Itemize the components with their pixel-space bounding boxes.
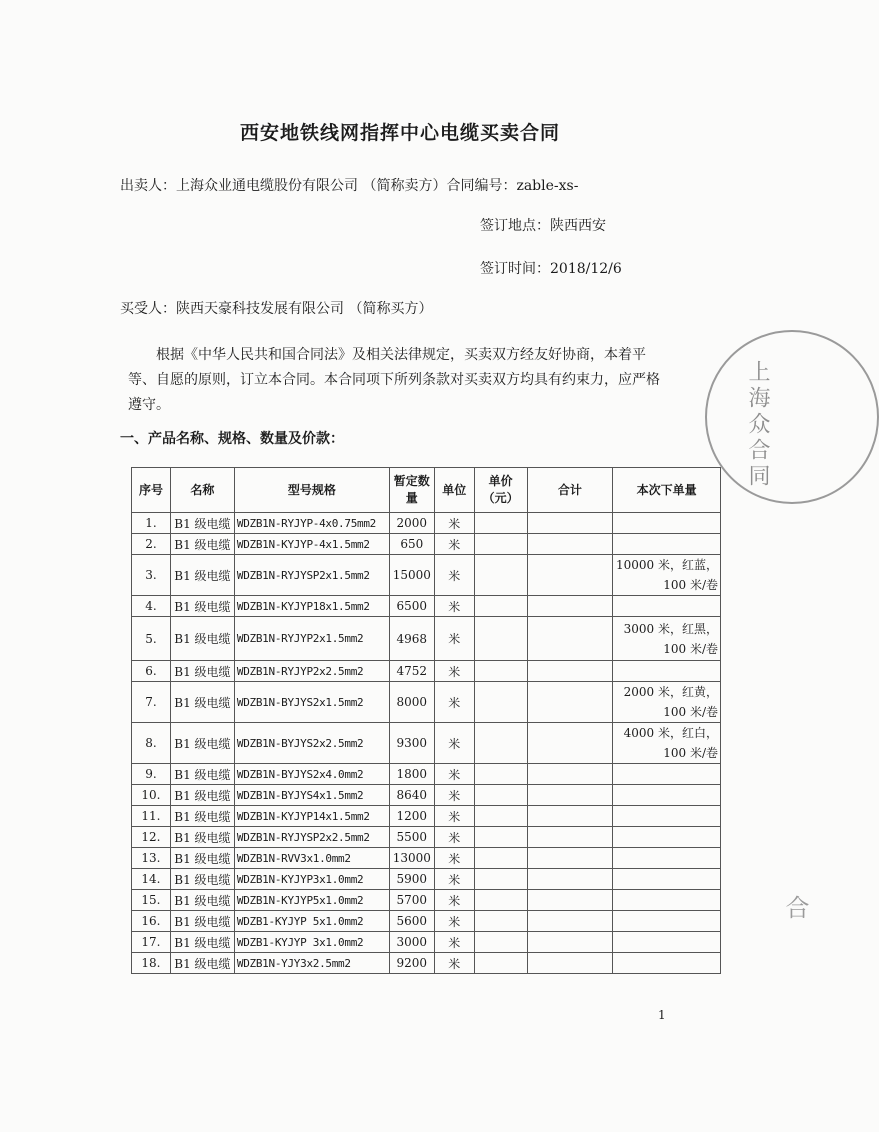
cell-total: [527, 555, 613, 596]
cell-name: B1 级电缆: [170, 596, 234, 617]
cell-unit: 米: [434, 806, 474, 827]
cell-no: 8.: [132, 723, 171, 764]
cell-model: WDZB1N-BYJYS2x4.0mm2: [234, 764, 389, 785]
table-row: [132, 911, 721, 932]
cell-name: B1 级电缆: [170, 806, 234, 827]
cell-total: [527, 617, 613, 661]
cell-order: 10000 米，红蓝，100 米/卷: [613, 555, 721, 596]
cell-order: [613, 806, 721, 827]
cell-unit: 米: [434, 869, 474, 890]
cell-qty: 5500: [389, 827, 434, 848]
cell-unit: 米: [434, 890, 474, 911]
header-qty: 暂定数量: [389, 468, 434, 513]
cell-no: 9.: [132, 764, 171, 785]
header-order: 本次下单量: [613, 468, 721, 513]
cell-qty: 3000: [389, 932, 434, 953]
table-row: [132, 723, 721, 764]
cell-price: [474, 764, 527, 785]
cell-order: [613, 764, 721, 785]
cell-qty: 1800: [389, 764, 434, 785]
cell-price: [474, 534, 527, 555]
cell-model: WDZB1-KYJYP 3x1.0mm2: [234, 932, 389, 953]
cell-qty: 2000: [389, 513, 434, 534]
table-row: [132, 869, 721, 890]
cell-order: [613, 534, 721, 555]
cell-unit: 米: [434, 555, 474, 596]
cell-unit: 米: [434, 911, 474, 932]
cell-total: [527, 596, 613, 617]
cell-order: [613, 848, 721, 869]
cell-qty: 4752: [389, 661, 434, 682]
table-row: [132, 764, 721, 785]
cell-price: [474, 827, 527, 848]
cell-unit: 米: [434, 848, 474, 869]
cell-total: [527, 890, 613, 911]
cell-qty: 8640: [389, 785, 434, 806]
cell-unit: 米: [434, 682, 474, 723]
cell-price: [474, 513, 527, 534]
section-1-heading: 一、产品名称、规格、数量及价款：: [120, 431, 344, 447]
signing-place: 签订地点：陕西西安: [480, 218, 606, 234]
header-price: 单价（元）: [474, 468, 527, 513]
cell-name: B1 级电缆: [170, 869, 234, 890]
cell-no: 18.: [132, 953, 171, 974]
table-header-row: [132, 468, 721, 513]
cell-model: WDZB1N-RYJYP2x2.5mm2: [234, 661, 389, 682]
cell-qty: 6500: [389, 596, 434, 617]
cell-price: [474, 869, 527, 890]
cell-order: [613, 513, 721, 534]
cell-order: 3000 米，红黑，100 米/卷: [613, 617, 721, 661]
cell-qty: 5600: [389, 911, 434, 932]
page-number: 1: [658, 1008, 666, 1022]
cell-no: 5.: [132, 617, 171, 661]
cell-name: B1 级电缆: [170, 764, 234, 785]
cell-price: [474, 932, 527, 953]
cell-unit: 米: [434, 723, 474, 764]
cell-model: WDZB1N-RYJYP2x1.5mm2: [234, 617, 389, 661]
signing-date: 签订时间：2018/12/6: [480, 261, 622, 277]
cell-name: B1 级电缆: [170, 848, 234, 869]
cell-no: 12.: [132, 827, 171, 848]
header-total: 合计: [527, 468, 613, 513]
cell-no: 17.: [132, 932, 171, 953]
cell-unit: 米: [434, 827, 474, 848]
cell-unit: 米: [434, 785, 474, 806]
cell-model: WDZB1N-BYJYS2x1.5mm2: [234, 682, 389, 723]
intro-paragraph: 根据《中华人民共和国合同法》及相关法律规定，买卖双方经友好协商，本着平等、自愿的原则，订立本合同。本合同项下所列条款对买卖双方均具有约束力，应严格遵守。: [128, 347, 660, 413]
cell-price: [474, 596, 527, 617]
cell-no: 15.: [132, 890, 171, 911]
cell-name: B1 级电缆: [170, 932, 234, 953]
cell-no: 2.: [132, 534, 171, 555]
cell-order: [613, 827, 721, 848]
cell-name: B1 级电缆: [170, 953, 234, 974]
table-row: [132, 555, 721, 596]
cell-order: [613, 596, 721, 617]
cell-price: [474, 785, 527, 806]
cell-order: [613, 911, 721, 932]
cell-unit: 米: [434, 534, 474, 555]
table-row: [132, 953, 721, 974]
header-no: 序号: [132, 468, 171, 513]
table-row: [132, 827, 721, 848]
product-table: [131, 467, 721, 974]
cell-no: 4.: [132, 596, 171, 617]
table-row: [132, 617, 721, 661]
cell-name: B1 级电缆: [170, 682, 234, 723]
cell-model: WDZB1N-RYJYSP2x1.5mm2: [234, 555, 389, 596]
table-row: [132, 848, 721, 869]
cell-qty: 9200: [389, 953, 434, 974]
cell-price: [474, 806, 527, 827]
cell-no: 11.: [132, 806, 171, 827]
cell-order: [613, 785, 721, 806]
cell-qty: 9300: [389, 723, 434, 764]
document-title: 西安地铁线网指挥中心电缆买卖合同: [239, 122, 560, 144]
cell-name: B1 级电缆: [170, 661, 234, 682]
cell-name: B1 级电缆: [170, 827, 234, 848]
cell-model: WDZB1N-KYJYP14x1.5mm2: [234, 806, 389, 827]
cell-unit: 米: [434, 617, 474, 661]
header-name: 名称: [170, 468, 234, 513]
cell-total: [527, 806, 613, 827]
cell-price: [474, 848, 527, 869]
cell-qty: 5900: [389, 869, 434, 890]
table-row: [132, 513, 721, 534]
cell-total: [527, 661, 613, 682]
cell-total: [527, 953, 613, 974]
cell-no: 16.: [132, 911, 171, 932]
seller-line: 出卖人：上海众业通电缆股份有限公司 （简称卖方）合同编号：zable-xs-: [120, 178, 579, 194]
cell-order: 4000 米，红白，100 米/卷: [613, 723, 721, 764]
cell-model: WDZB1-KYJYP 5x1.0mm2: [234, 911, 389, 932]
cell-name: B1 级电缆: [170, 555, 234, 596]
cell-name: B1 级电缆: [170, 534, 234, 555]
cell-total: [527, 932, 613, 953]
cell-order: [613, 661, 721, 682]
cell-model: WDZB1N-RYJYP-4x0.75mm2: [234, 513, 389, 534]
cell-price: [474, 661, 527, 682]
cell-no: 7.: [132, 682, 171, 723]
cell-model: WDZB1N-KYJYP-4x1.5mm2: [234, 534, 389, 555]
buyer-line: 买受人：陕西天豪科技发展有限公司 （简称买方）: [120, 301, 433, 317]
cell-qty: 15000: [389, 555, 434, 596]
cell-total: [527, 682, 613, 723]
cell-model: WDZB1N-KYJYP5x1.0mm2: [234, 890, 389, 911]
cell-order: 2000 米，红黄，100 米/卷: [613, 682, 721, 723]
cell-model: WDZB1N-KYJYP18x1.5mm2: [234, 596, 389, 617]
cell-unit: 米: [434, 953, 474, 974]
cell-price: [474, 911, 527, 932]
cell-model: WDZB1N-YJY3x2.5mm2: [234, 953, 389, 974]
cell-total: [527, 848, 613, 869]
header-unit: 单位: [434, 468, 474, 513]
cell-name: B1 级电缆: [170, 785, 234, 806]
cell-total: [527, 911, 613, 932]
cell-total: [527, 785, 613, 806]
cell-total: [527, 513, 613, 534]
table-row: [132, 785, 721, 806]
cell-order: [613, 953, 721, 974]
cell-qty: 13000: [389, 848, 434, 869]
cell-total: [527, 534, 613, 555]
cell-name: B1 级电缆: [170, 911, 234, 932]
cell-name: B1 级电缆: [170, 617, 234, 661]
cell-qty: 4968: [389, 617, 434, 661]
cell-price: [474, 723, 527, 764]
cell-model: WDZB1N-KYJYP3x1.0mm2: [234, 869, 389, 890]
cell-model: WDZB1N-RVV3x1.0mm2: [234, 848, 389, 869]
cell-name: B1 级电缆: [170, 723, 234, 764]
table-row: [132, 596, 721, 617]
cell-order: [613, 890, 721, 911]
cell-total: [527, 764, 613, 785]
cell-unit: 米: [434, 764, 474, 785]
cell-total: [527, 723, 613, 764]
cell-unit: 米: [434, 661, 474, 682]
cell-price: [474, 890, 527, 911]
cell-no: 3.: [132, 555, 171, 596]
cell-model: WDZB1N-BYJYS2x2.5mm2: [234, 723, 389, 764]
cell-qty: 5700: [389, 890, 434, 911]
cell-price: [474, 682, 527, 723]
table-row: [132, 890, 721, 911]
cell-order: [613, 932, 721, 953]
cell-no: 6.: [132, 661, 171, 682]
header-model: 型号规格: [234, 468, 389, 513]
cell-qty: 650: [389, 534, 434, 555]
table-row: [132, 932, 721, 953]
table-row: [132, 682, 721, 723]
cell-price: [474, 555, 527, 596]
company-seal: [705, 330, 879, 504]
seal-text: 上海众合同: [745, 360, 770, 490]
cell-order: [613, 869, 721, 890]
table-row: [132, 534, 721, 555]
cell-unit: 米: [434, 513, 474, 534]
cell-model: WDZB1N-BYJYS4x1.5mm2: [234, 785, 389, 806]
cell-no: 13.: [132, 848, 171, 869]
cell-qty: 1200: [389, 806, 434, 827]
cell-total: [527, 869, 613, 890]
edge-seal-mark: 合: [781, 895, 809, 919]
cell-no: 14.: [132, 869, 171, 890]
cell-name: B1 级电缆: [170, 890, 234, 911]
cell-no: 10.: [132, 785, 171, 806]
table-row: [132, 806, 721, 827]
cell-qty: 8000: [389, 682, 434, 723]
table-row: [132, 661, 721, 682]
cell-no: 1.: [132, 513, 171, 534]
cell-unit: 米: [434, 932, 474, 953]
cell-model: WDZB1N-RYJYSP2x2.5mm2: [234, 827, 389, 848]
cell-price: [474, 953, 527, 974]
cell-total: [527, 827, 613, 848]
cell-price: [474, 617, 527, 661]
cell-unit: 米: [434, 596, 474, 617]
cell-name: B1 级电缆: [170, 513, 234, 534]
